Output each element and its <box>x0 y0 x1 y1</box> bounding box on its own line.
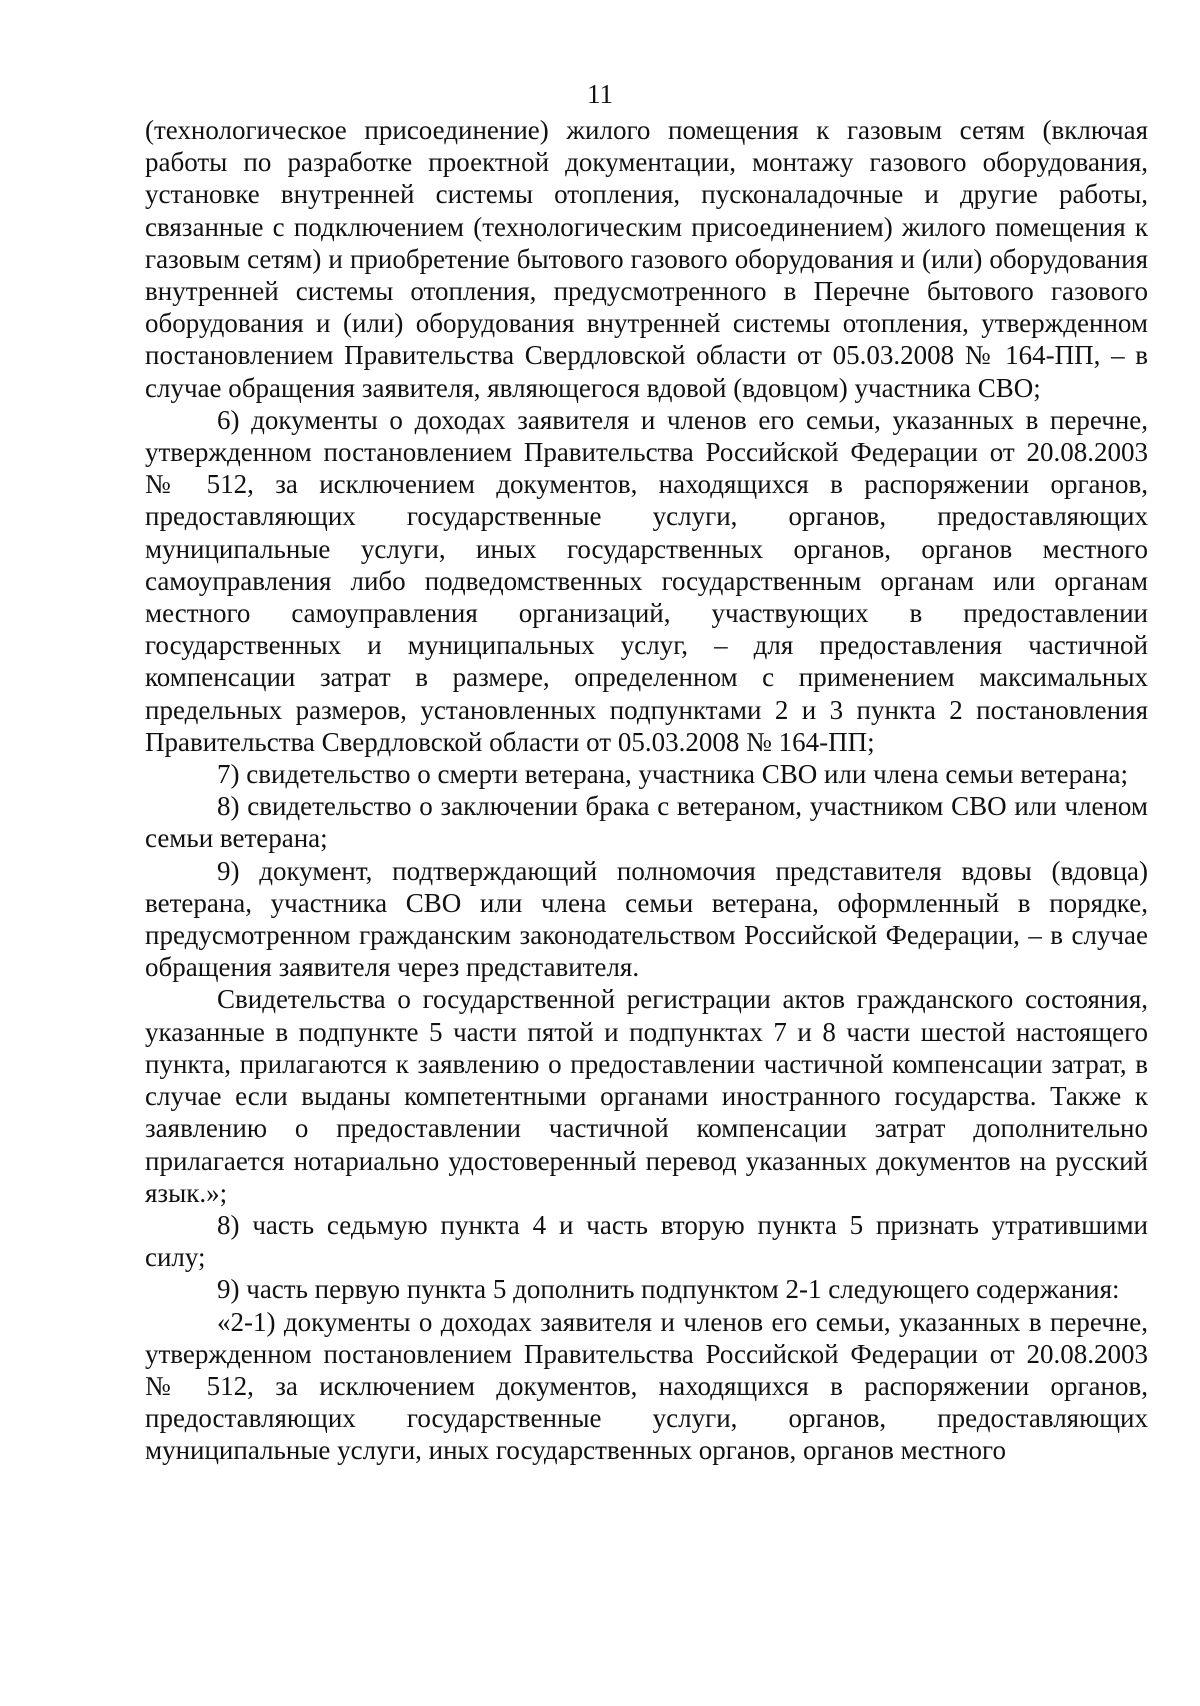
paragraph-item-7-death-certificate: 7) свидетельство о смерти ветерана, участника СВО или члена семьи ветерана; <box>217 759 1128 790</box>
paragraph-civil-status-certificates: Свидетельства о государственной регистрации актов гражданского состояния, указанные в подпункте 5 части пятой и подпунктах 7 и 8 части шестой настоящего пункта, прилагаются к заявлению о предоставлении частичной компенсации затрат, в случае если выданы компетентными органами иностранного государства. Также к заявлению о предоставлении частичной компенсации затрат дополнительно прилагается нотариально удостоверенный перевод указанных документов на русский язык.»; <box>145 984 1148 1208</box>
paragraph-amendment-8: 8) часть седьмую пункта 4 и часть вторую пункта 5 признать утратившими силу; <box>145 1209 1148 1273</box>
paragraph-item-8-marriage-certificate: 8) свидетельство о заключении брака с ветераном, участником СВО или членом семьи ветерана; <box>145 791 1148 854</box>
page-number: 11 <box>587 79 613 109</box>
document-body <box>145 114 1148 1467</box>
paragraph-amendment-9: 9) часть первую пункта 5 дополнить подпунктом 2-1 следующего содержания: <box>217 1274 1120 1305</box>
paragraph-item-9-representative-authority: 9) документ, подтверждающий полномочия представителя вдовы (вдовца) ветерана, участника СВО или члена семьи ветерана, оформленный в порядке, предусмотренном гражданским законодательством Российской Федерации, – в случае обращения заявителя через представителя. <box>145 855 1148 983</box>
paragraph-item-6-income-documents: 6) документы о доходах заявителя и членов его семьи, указанных в перечне, утвержденном постановлением Правительства Российской Федерации от 20.08.2003 № 512, за исключением документов, находящихся в распоряжении органов, предоставляющих государственные услуги, органов, предоставляющих муниципальные услуги, иных государственных органов, органов местного самоуправления либо подведомственных государственным органам или органам местного самоуправления организаций, участвующих в предоставлении государственных и муниципальных услуг, – для предоставления частичной компенсации затрат в размере, определенном с применением максимальных предельных размеров, установленных подпунктами 2 и 3 пункта 2 постановления Правительства Свердловской области от 05.03.2008 № 164-ПП; <box>145 404 1148 757</box>
paragraph-subitem-2-1: «2-1) документы о доходах заявителя и членов его семьи, указанных в перечне, утвержденном постановлением Правительства Российской Федерации от 20.08.2003 № 512, за исключением документов, находящихся в распоряжении органов, предоставляющих государственные услуги, органов, предоставляющих муниципальные услуги, иных государственных органов, органов местного <box>145 1306 1148 1466</box>
paragraph-continuation: (технологическое присоединение) жилого помещения к газовым сетям (включая работы по разработке проектной документации, монтажу газового оборудования, установке внутренней системы отопления, пусконаладочные и другие работы, связанные с подключением (технологическим присоединением) жилого помещения к газовым сетям) и приобретение бытового газового оборудования и (или) оборудования внутренней системы отопления, предусмотренного в Перечне бытового газового оборудования и (или) оборудования внутренней системы отопления, утвержденном постановлением Правительства Свердловской области от 05.03.2008 № 164-ПП, – в случае обращения заявителя, являющегося вдовой (вдовцом) участника СВО; <box>145 115 1148 403</box>
